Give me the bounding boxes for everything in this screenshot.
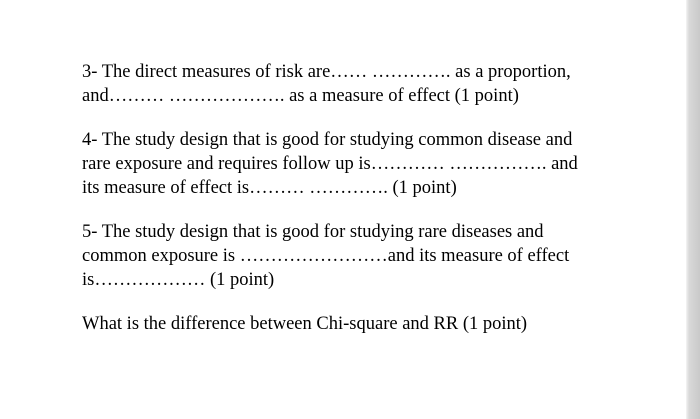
question-5-line-3: is……………… (1 point) bbox=[82, 270, 275, 290]
question-4-line-2: rare exposure and requires follow up is………… ……………. and bbox=[82, 154, 578, 174]
question-chi-square-line-1: What is the difference between Chi-square and RR (1 point) bbox=[82, 314, 528, 334]
question-list bbox=[82, 60, 662, 356]
question-4-line-3: its measure of effect is……… …………. (1 point) bbox=[82, 178, 457, 198]
page-edge-shadow bbox=[686, 0, 700, 419]
question-5-line-1: 5- The study design that is good for studying rare diseases and bbox=[82, 222, 544, 242]
question-3 bbox=[82, 60, 662, 108]
question-3-line-1: 3- The direct measures of risk are…… …………. as a proportion, bbox=[82, 62, 571, 82]
question-5-line-2: common exposure is ……………………and its measure of effect bbox=[82, 246, 570, 266]
question-4-line-1: 4- The study design that is good for studying common disease and bbox=[82, 130, 573, 150]
question-3-line-2: and……… ………………. as a measure of effect (1 point) bbox=[82, 86, 519, 106]
question-chi-square bbox=[82, 312, 662, 336]
question-5 bbox=[82, 220, 662, 292]
question-4 bbox=[82, 128, 662, 200]
